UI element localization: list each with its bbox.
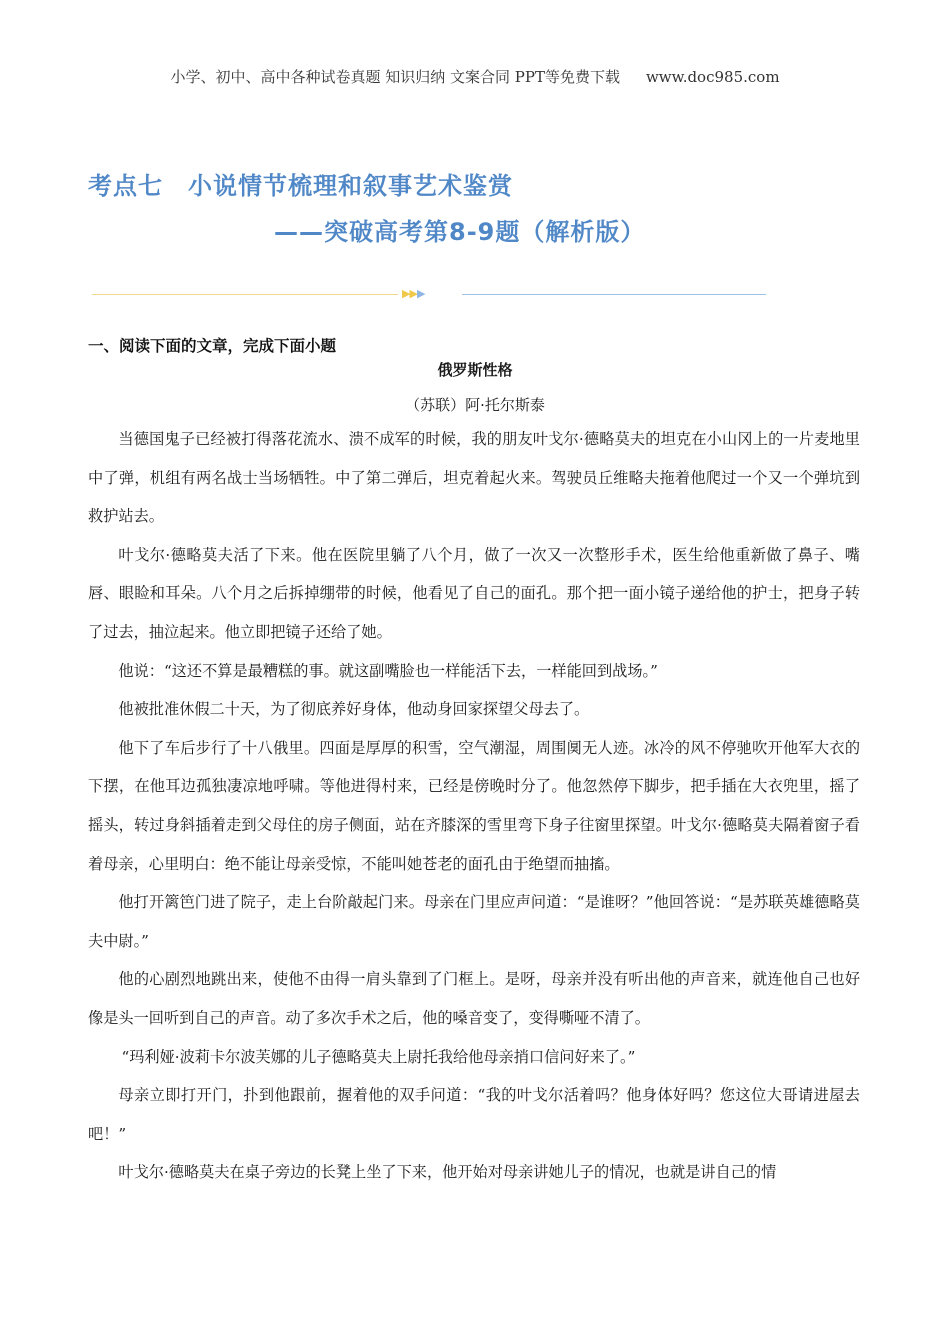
paragraph: 他说：“这还不算是最糟糕的事。就这副嘴脸也一样能活下去，一样能回到战场。” [118,661,658,680]
paragraph: “玛利娅·波莉卡尔波芙娜的儿子德略莫夫上尉托我给他母亲捎口信问好来了。” [121,1047,636,1066]
article-body [88,420,860,1192]
paragraph: 他的心剧烈地跳出来，使他不由得一肩头靠到了门框上。是呀，母亲并没有听出他的声音来，就连他自己也好像是头一回听到自己的声音。动了多次手术之后，他的嗓音变了，变得嘶哑不清了。 [88,970,860,1027]
page-header [0,66,950,87]
divider-arrows-icon: ▶▶▶ [402,287,425,300]
doc-title-line2: ——突破高考第8-9题（解析版） [274,218,646,246]
paragraph: 他下了车后步行了十八俄里。四面是厚厚的积雪，空气潮湿，周围阒无人迹。冰冷的风不停驰吹开他军大衣的下摆，在他耳边孤独凄凉地呼啸。等他进得村来，已经是傍晚时分了。他忽然停下脚步，把手插在大衣兜里，摇了摇头，转过身斜插着走到父母住的房子侧面，站在齐膝深的雪里弯下身子往窗里探望。叶戈尔·德略莫夫隔着窗子看着母亲，心里明白：绝不能让母亲受惊，不能叫她苍老的面孔由于绝望而抽搐。 [88,738,860,873]
article-author: （苏联）阿·托尔斯泰 [405,396,545,414]
paragraph: 他被批准休假二十天，为了彻底养好身体，他动身回家探望父母去了。 [118,700,590,719]
paragraph: 母亲立即打开门，扑到他跟前，握着他的双手问道：“我的叶戈尔活着吗？他身体好吗？您这位大哥请进屋去吧！” [88,1086,860,1143]
header-site-link[interactable]: www.doc985.com [645,68,780,86]
paragraph: 当德国鬼子已经被打得落花流水、溃不成军的时候，我的朋友叶戈尔·德略莫夫的坦克在小山冈上的一片麦地里中了弹，机组有两名战士当场牺牲。中了第二弹后，坦克着起火来。驾驶员丘维略夫拖着他爬过一个又一个弹坑到救护站去。 [88,430,860,526]
header-text: 小学、初中、高中各种试卷真题 知识归纳 文案合同 PPT等免费下载 [170,68,620,86]
article-title: 俄罗斯性格 [437,361,513,379]
paragraph: 叶戈尔·德略莫夫在桌子旁边的长凳上坐了下来，他开始对母亲讲她儿子的情况，也就是讲自己的情 [118,1163,777,1182]
divider-line-left [92,294,398,295]
doc-title-line1: 考点七 小说情节梳理和叙事艺术鉴赏 [88,172,513,200]
paragraph: 叶戈尔·德略莫夫活了下来。他在医院里躺了八个月，做了一次又一次整形手术，医生给他重新做了鼻子、嘴唇、眼睑和耳朵。八个月之后拆掉绷带的时候，他看见了自己的面孔。那个把一面小镜子递给他的护士，把身子转了过去，抽泣起来。他立即把镜子还给了她。 [88,545,860,641]
divider-line-right [462,294,766,295]
paragraph: 他打开篱笆门进了院子，走上台阶敲起门来。母亲在门里应声问道：“是谁呀？”他回答说：“是苏联英雄德略莫夫中尉。” [88,893,860,950]
section-heading: 一、阅读下面的文章，完成下面小题 [88,337,337,355]
title-divider [92,286,766,302]
